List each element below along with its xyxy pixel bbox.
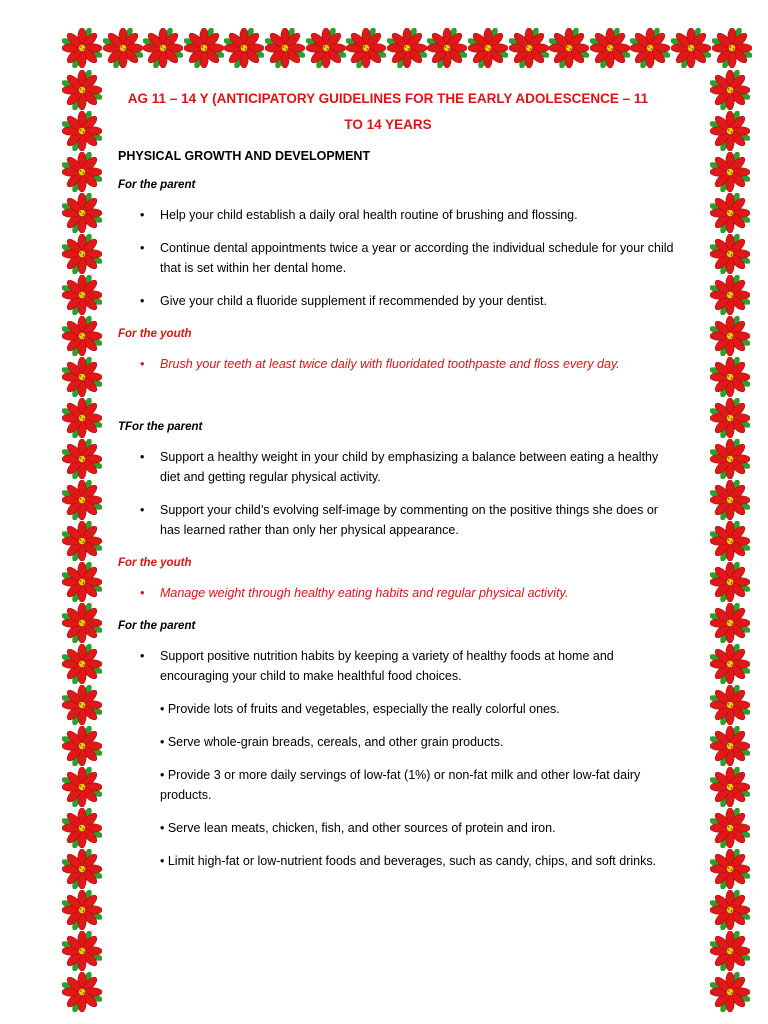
parent-heading-3: For the parent	[118, 620, 196, 632]
poinsettia-icon	[62, 890, 102, 930]
poinsettia-icon	[710, 849, 750, 889]
poinsettia-icon	[62, 849, 102, 889]
list-item: • Support positive nutrition habits by keeping a variety of healthy foods at home and encouraging your child to make healthful food choices.	[160, 646, 678, 686]
poinsettia-icon	[710, 972, 750, 1012]
poinsettia-icon	[710, 316, 750, 356]
poinsettia-icon	[62, 275, 102, 315]
poinsettia-icon	[710, 398, 750, 438]
poinsettia-icon	[62, 972, 102, 1012]
poinsettia-icon	[549, 28, 589, 68]
poinsettia-icon	[184, 28, 224, 68]
poinsettia-icon	[62, 480, 102, 520]
poinsettia-icon	[710, 111, 750, 151]
poinsettia-icon	[62, 931, 102, 971]
poinsettia-icon	[62, 808, 102, 848]
poinsettia-icon	[62, 685, 102, 725]
poinsettia-icon	[710, 890, 750, 930]
list-item: • Support your child’s evolving self-image by commenting on the positive things she does or has learned rather than only her physical appearance.	[160, 500, 678, 540]
poinsettia-icon	[509, 28, 549, 68]
poinsettia-icon	[710, 193, 750, 233]
nutrition-sub-item: • Serve whole-grain breads, cereals, and other grain products.	[160, 735, 504, 749]
poinsettia-icon	[630, 28, 670, 68]
poinsettia-icon	[265, 28, 305, 68]
poinsettia-icon	[710, 644, 750, 684]
nutrition-sub-item: • Provide 3 or more daily servings of low-fat (1%) or non-fat milk and other low-fat dairy products.	[160, 768, 641, 802]
poinsettia-icon	[710, 726, 750, 766]
poinsettia-icon	[143, 28, 183, 68]
youth-heading-2: For the youth	[118, 557, 192, 569]
poinsettia-icon	[710, 152, 750, 192]
section-heading: PHYSICAL GROWTH AND DEVELOPMENT	[118, 149, 371, 163]
poinsettia-icon	[671, 28, 711, 68]
poinsettia-icon	[710, 685, 750, 725]
poinsettia-icon	[62, 398, 102, 438]
poinsettia-icon	[710, 357, 750, 397]
list-item: • Brush your teeth at least twice daily with fluoridated toothpaste and floss every day.	[160, 354, 678, 374]
nutrition-sub-item: • Provide lots of fruits and vegetables, especially the really colorful ones.	[160, 702, 560, 716]
poinsettia-icon	[710, 480, 750, 520]
poinsettia-icon	[62, 111, 102, 151]
parent-list-3	[118, 646, 678, 686]
youth-list-1	[118, 354, 678, 374]
poinsettia-icon	[103, 28, 143, 68]
poinsettia-icon	[710, 931, 750, 971]
poinsettia-icon	[62, 521, 102, 561]
poinsettia-icon	[590, 28, 630, 68]
poinsettia-icon	[387, 28, 427, 68]
list-item: • Help your child establish a daily oral health routine of brushing and flossing.	[160, 205, 678, 225]
poinsettia-icon	[346, 28, 386, 68]
list-item: • Give your child a fluoride supplement if recommended by your dentist.	[160, 291, 678, 311]
poinsettia-icon	[710, 808, 750, 848]
poinsettia-icon	[62, 767, 102, 807]
poinsettia-icon	[62, 152, 102, 192]
spacer	[118, 387, 678, 417]
poinsettia-icon	[62, 316, 102, 356]
poinsettia-icon	[427, 28, 467, 68]
parent-list-2	[118, 447, 678, 540]
youth-heading-1: For the youth	[118, 328, 192, 340]
poinsettia-icon	[62, 726, 102, 766]
parent-heading-2: TFor the parent	[118, 421, 203, 433]
parent-heading-1: For the parent	[118, 179, 196, 191]
poinsettia-icon	[62, 439, 102, 479]
poinsettia-icon	[710, 70, 750, 110]
poinsettia-icon	[710, 275, 750, 315]
poinsettia-icon	[62, 603, 102, 643]
poinsettia-icon	[712, 28, 752, 68]
document-title: AG 11 – 14 Y (ANTICIPATORY GUIDELINES FOR THE EARLY ADOLESCENCE – 11 TO 14 YEARS	[127, 91, 649, 132]
poinsettia-icon	[710, 603, 750, 643]
list-item: • Manage weight through healthy eating habits and regular physical activity.	[160, 583, 678, 603]
nutrition-sub-item: • Serve lean meats, chicken, fish, and other sources of protein and iron.	[160, 821, 556, 835]
poinsettia-icon	[62, 644, 102, 684]
list-item: • Support a healthy weight in your child by emphasizing a balance between eating a healthy diet and getting regular physical activity.	[160, 447, 678, 487]
poinsettia-icon	[62, 28, 102, 68]
list-item: • Continue dental appointments twice a year or according the individual schedule for your child that is set within her dental home.	[160, 238, 678, 278]
poinsettia-icon	[62, 193, 102, 233]
nutrition-sub-item: • Limit high-fat or low-nutrient foods and beverages, such as candy, chips, and soft drinks.	[160, 854, 657, 868]
poinsettia-icon	[710, 767, 750, 807]
poinsettia-icon	[710, 562, 750, 602]
document-body	[118, 86, 678, 884]
poinsettia-icon	[306, 28, 346, 68]
poinsettia-icon	[468, 28, 508, 68]
poinsettia-icon	[710, 234, 750, 274]
poinsettia-icon	[710, 521, 750, 561]
poinsettia-icon	[62, 234, 102, 274]
poinsettia-icon	[62, 70, 102, 110]
parent-list-1	[118, 205, 678, 311]
poinsettia-icon	[62, 562, 102, 602]
poinsettia-icon	[62, 357, 102, 397]
youth-list-2	[118, 583, 678, 603]
poinsettia-icon	[224, 28, 264, 68]
poinsettia-icon	[710, 439, 750, 479]
